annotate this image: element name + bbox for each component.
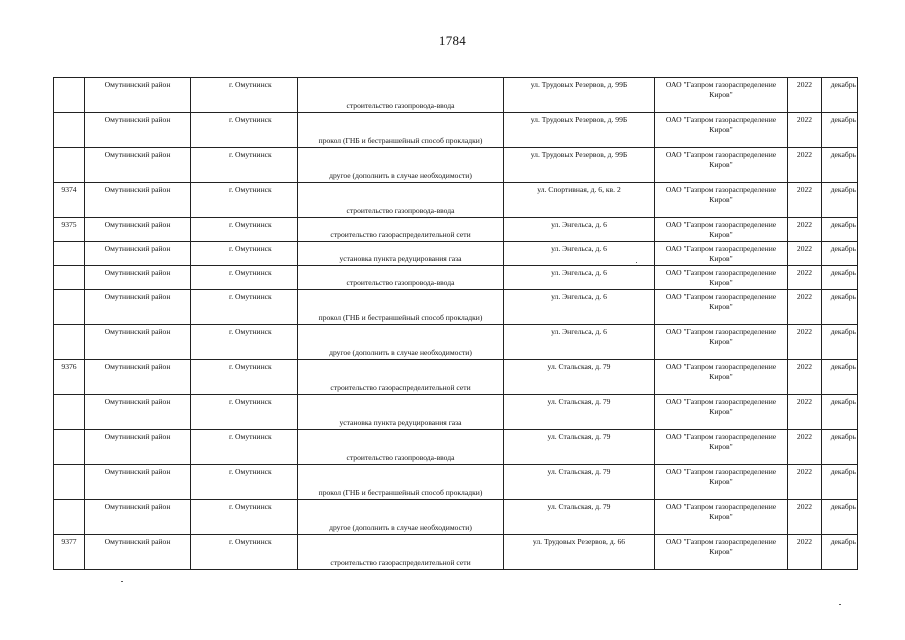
table-row <box>54 325 858 360</box>
scan-speck <box>636 262 637 263</box>
cell-address: ул. Стальская, д. 79 <box>504 395 655 430</box>
cell-work-type <box>298 535 504 570</box>
table-body <box>54 78 858 570</box>
cell-number <box>54 148 85 183</box>
scan-speck <box>121 581 123 582</box>
table-row <box>54 148 858 183</box>
cell-district: Омутнинский район <box>85 218 191 242</box>
scan-speck <box>839 604 841 605</box>
cell-city-text: г. Омутнинск <box>229 115 272 124</box>
cell-address: ул. Энгельса, д. 6 <box>504 266 655 290</box>
cell-city-text: г. Омутнинск <box>229 327 272 336</box>
cell-month: декабрь <box>822 500 858 535</box>
cell-month: декабрь <box>822 535 858 570</box>
cell-number <box>54 465 85 500</box>
cell-organization: ОАО "Газпром газораспределение Киров" <box>655 266 788 290</box>
cell-work-type-text: строительство газораспределительной сети <box>330 558 471 567</box>
cell-work-type <box>298 360 504 395</box>
cell-organization: ОАО "Газпром газораспределение Киров" <box>655 360 788 395</box>
cell-number <box>54 78 85 113</box>
cell-work-type-text: строительство газопровода-ввода <box>346 278 455 287</box>
cell-address: ул. Энгельса, д. 6 <box>504 242 655 266</box>
cell-address: ул. Энгельса, д. 6 <box>504 290 655 325</box>
cell-district: Омутнинский район <box>85 465 191 500</box>
cell-work-type <box>298 183 504 218</box>
cell-year: 2022 <box>788 360 822 395</box>
cell-organization: ОАО "Газпром газораспределение Киров" <box>655 395 788 430</box>
cell-organization: ОАО "Газпром газораспределение Киров" <box>655 183 788 218</box>
cell-work-type <box>298 242 504 266</box>
cell-year: 2022 <box>788 395 822 430</box>
cell-district: Омутнинский район <box>85 266 191 290</box>
cell-organization: ОАО "Газпром газораспределение Киров" <box>655 290 788 325</box>
cell-work-type-text: прокол (ГНБ и бестраншейный способ прокладки) <box>318 313 483 322</box>
table-row <box>54 113 858 148</box>
cell-year: 2022 <box>788 535 822 570</box>
cell-city-text: г. Омутнинск <box>229 80 272 89</box>
cell-work-type <box>298 395 504 430</box>
cell-organization: ОАО "Газпром газораспределение Киров" <box>655 500 788 535</box>
cell-organization: ОАО "Газпром газораспределение Киров" <box>655 148 788 183</box>
cell-month: декабрь <box>822 78 858 113</box>
cell-work-type <box>298 465 504 500</box>
cell-city-text: г. Омутнинск <box>229 362 272 371</box>
cell-month: декабрь <box>822 325 858 360</box>
table-row <box>54 360 858 395</box>
table-row <box>54 465 858 500</box>
cell-year: 2022 <box>788 148 822 183</box>
cell-number <box>54 290 85 325</box>
cell-number <box>54 113 85 148</box>
cell-district: Омутнинский район <box>85 78 191 113</box>
cell-city <box>191 218 298 242</box>
cell-year: 2022 <box>788 290 822 325</box>
table-row <box>54 218 858 242</box>
cell-city-text: г. Омутнинск <box>229 537 272 546</box>
cell-city-text: г. Омутнинск <box>229 185 272 194</box>
cell-year: 2022 <box>788 218 822 242</box>
cell-year: 2022 <box>788 325 822 360</box>
cell-district: Омутнинский район <box>85 242 191 266</box>
cell-work-type-text: строительство газораспределительной сети <box>330 383 471 392</box>
cell-month: декабрь <box>822 465 858 500</box>
cell-city-text: г. Омутнинск <box>229 292 272 301</box>
table-row <box>54 500 858 535</box>
cell-city-text: г. Омутнинск <box>229 220 272 229</box>
table-row <box>54 290 858 325</box>
cell-work-type-text: прокол (ГНБ и бестраншейный способ прокладки) <box>318 136 483 145</box>
cell-number: 9375 <box>54 218 85 242</box>
cell-month: декабрь <box>822 360 858 395</box>
cell-address: ул. Энгельса, д. 6 <box>504 325 655 360</box>
cell-organization: ОАО "Газпром газораспределение Киров" <box>655 465 788 500</box>
cell-work-type-text: строительство газопровода-ввода <box>346 101 455 110</box>
cell-city <box>191 78 298 113</box>
cell-month: декабрь <box>822 395 858 430</box>
cell-number <box>54 242 85 266</box>
cell-year: 2022 <box>788 113 822 148</box>
cell-year: 2022 <box>788 500 822 535</box>
cell-district: Омутнинский район <box>85 360 191 395</box>
cell-number: 9374 <box>54 183 85 218</box>
cell-city <box>191 395 298 430</box>
cell-organization: ОАО "Газпром газораспределение Киров" <box>655 78 788 113</box>
cell-month: декабрь <box>822 113 858 148</box>
table-row <box>54 266 858 290</box>
cell-work-type-text: строительство газораспределительной сети <box>330 230 471 239</box>
cell-city <box>191 465 298 500</box>
cell-organization: ОАО "Газпром газораспределение Киров" <box>655 535 788 570</box>
cell-month: декабрь <box>822 242 858 266</box>
cell-city <box>191 183 298 218</box>
cell-work-type <box>298 148 504 183</box>
cell-month: декабрь <box>822 266 858 290</box>
cell-address: ул. Трудовых Резервов, д. 99Б <box>504 148 655 183</box>
cell-year: 2022 <box>788 266 822 290</box>
cell-work-type <box>298 290 504 325</box>
cell-city-text: г. Омутнинск <box>229 432 272 441</box>
cell-city <box>191 325 298 360</box>
cell-work-type-text: другое (дополнить в случае необходимости) <box>329 523 472 532</box>
cell-city <box>191 113 298 148</box>
cell-city <box>191 148 298 183</box>
cell-district: Омутнинский район <box>85 325 191 360</box>
cell-month: декабрь <box>822 430 858 465</box>
cell-month: декабрь <box>822 148 858 183</box>
cell-work-type <box>298 430 504 465</box>
page-number: 1784 <box>438 33 467 48</box>
cell-organization: ОАО "Газпром газораспределение Киров" <box>655 113 788 148</box>
cell-city <box>191 360 298 395</box>
cell-address: ул. Стальская, д. 79 <box>504 430 655 465</box>
cell-address: ул. Трудовых Резервов, д. 99Б <box>504 113 655 148</box>
cell-address: ул. Стальская, д. 79 <box>504 465 655 500</box>
cell-city-text: г. Омутнинск <box>229 397 272 406</box>
cell-district: Омутнинский район <box>85 535 191 570</box>
cell-month: декабрь <box>822 218 858 242</box>
cell-city-text: г. Омутнинск <box>229 150 272 159</box>
cell-year: 2022 <box>788 430 822 465</box>
cell-address: ул. Трудовых Резервов, д. 66 <box>504 535 655 570</box>
document-table <box>53 77 858 570</box>
cell-work-type-text: другое (дополнить в случае необходимости) <box>329 348 472 357</box>
cell-number: 9377 <box>54 535 85 570</box>
table-row <box>54 183 858 218</box>
cell-work-type-text: установка пункта редуцирования газа <box>339 418 462 427</box>
cell-address: ул. Стальская, д. 79 <box>504 500 655 535</box>
cell-work-type-text: установка пункта редуцирования газа <box>339 254 462 263</box>
cell-number: 9376 <box>54 360 85 395</box>
table-row <box>54 430 858 465</box>
cell-district: Омутнинский район <box>85 113 191 148</box>
cell-work-type <box>298 218 504 242</box>
table-row <box>54 535 858 570</box>
cell-city-text: г. Омутнинск <box>229 268 272 277</box>
cell-year: 2022 <box>788 465 822 500</box>
cell-city <box>191 430 298 465</box>
cell-work-type <box>298 266 504 290</box>
cell-organization: ОАО "Газпром газораспределение Киров" <box>655 325 788 360</box>
cell-address: ул. Энгельса, д. 6 <box>504 218 655 242</box>
cell-number <box>54 395 85 430</box>
cell-work-type-text: прокол (ГНБ и бестраншейный способ прокладки) <box>318 488 483 497</box>
cell-work-type-text: другое (дополнить в случае необходимости) <box>329 171 472 180</box>
cell-district: Омутнинский район <box>85 395 191 430</box>
cell-organization: ОАО "Газпром газораспределение Киров" <box>655 218 788 242</box>
cell-work-type <box>298 325 504 360</box>
cell-city-text: г. Омутнинск <box>229 467 272 476</box>
cell-year: 2022 <box>788 183 822 218</box>
cell-city-text: г. Омутнинск <box>229 244 272 253</box>
cell-number <box>54 430 85 465</box>
cell-work-type <box>298 78 504 113</box>
cell-district: Омутнинский район <box>85 500 191 535</box>
cell-city <box>191 266 298 290</box>
cell-city <box>191 290 298 325</box>
cell-district: Омутнинский район <box>85 148 191 183</box>
cell-number <box>54 500 85 535</box>
cell-year: 2022 <box>788 242 822 266</box>
table-row <box>54 78 858 113</box>
cell-work-type-text: строительство газопровода-ввода <box>346 453 455 462</box>
cell-district: Омутнинский район <box>85 290 191 325</box>
cell-year: 2022 <box>788 78 822 113</box>
cell-work-type <box>298 500 504 535</box>
cell-address: ул. Спортивная, д. 6, кв. 2 <box>504 183 655 218</box>
cell-district: Омутнинский район <box>85 183 191 218</box>
cell-number <box>54 266 85 290</box>
cell-month: декабрь <box>822 290 858 325</box>
cell-city-text: г. Омутнинск <box>229 502 272 511</box>
cell-city <box>191 242 298 266</box>
cell-organization: ОАО "Газпром газораспределение Киров" <box>655 430 788 465</box>
cell-district: Омутнинский район <box>85 430 191 465</box>
cell-organization: ОАО "Газпром газораспределение Киров" <box>655 242 788 266</box>
cell-address: ул. Трудовых Резервов, д. 99Б <box>504 78 655 113</box>
cell-work-type <box>298 113 504 148</box>
cell-month: декабрь <box>822 183 858 218</box>
cell-city <box>191 500 298 535</box>
table-row <box>54 242 858 266</box>
cell-number <box>54 325 85 360</box>
cell-city <box>191 535 298 570</box>
table-row <box>54 395 858 430</box>
cell-work-type-text: строительство газопровода-ввода <box>346 206 455 215</box>
cell-address: ул. Стальская, д. 79 <box>504 360 655 395</box>
